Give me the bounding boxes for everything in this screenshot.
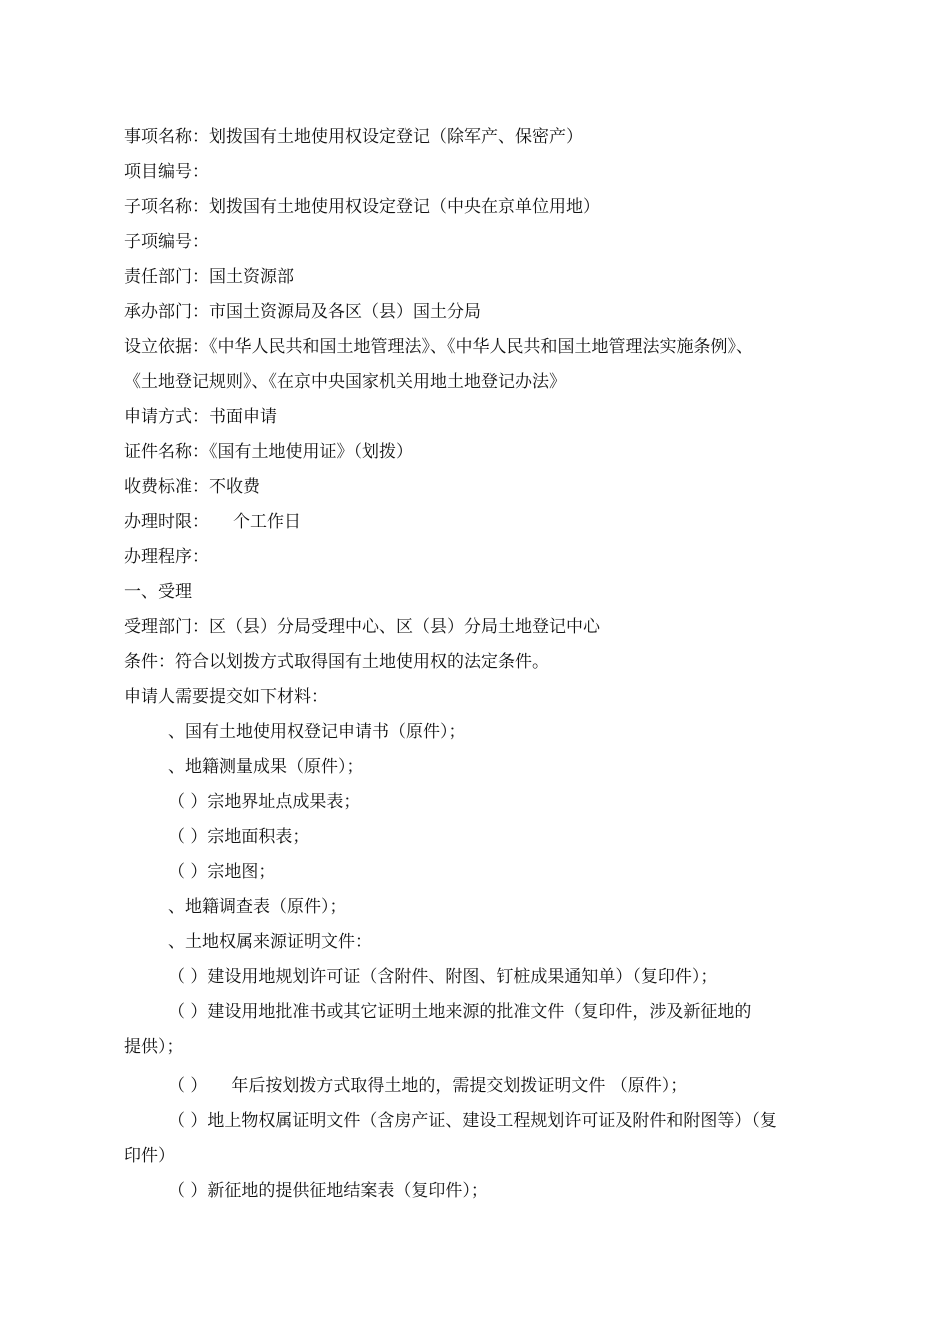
material-year-text: 年后按划拨方式取得土地的，需提交划拨证明文件 （原件）； bbox=[231, 1076, 688, 1096]
material-item: （ ）建设用地批准书或其它证明土地来源的批准文件（复印件，涉及新征地的 bbox=[168, 1002, 752, 1022]
materials-intro: 申请人需要提交如下材料： bbox=[124, 687, 328, 707]
time-limit bbox=[124, 511, 301, 533]
subitem-name: 子项名称：划拨国有土地使用权设定登记（中央在京单位用地） bbox=[124, 197, 600, 217]
material-item: 、地籍测量成果（原件）； bbox=[168, 757, 364, 777]
material-item: 、土地权属来源证明文件： bbox=[168, 932, 372, 952]
section-acceptance: 一、受理 bbox=[124, 582, 192, 602]
material-item: （ ）宗地图； bbox=[168, 862, 276, 882]
material-item: （ ）新征地的提供征地结案表（复印件）； bbox=[168, 1181, 488, 1201]
legal-basis-line-2: 《土地登记规则》、《在京中央国家机关用地土地登记办法》 bbox=[124, 372, 566, 392]
material-item: 、地籍调查表（原件）； bbox=[168, 897, 347, 917]
certificate-name: 证件名称：《国有土地使用证》（划拨） bbox=[124, 442, 413, 462]
material-year-prefix: （ ） bbox=[168, 1076, 208, 1096]
accepting-department: 受理部门：区（县）分局受理中心、区（县）分局土地登记中心 bbox=[124, 617, 600, 637]
time-limit-label: 办理时限： bbox=[124, 512, 209, 532]
material-item-continuation: 印件） bbox=[124, 1146, 175, 1166]
subitem-number: 子项编号： bbox=[124, 232, 209, 252]
material-item bbox=[168, 1075, 687, 1097]
application-method: 申请方式：书面申请 bbox=[124, 407, 277, 427]
material-item: 、国有土地使用权登记申请书（原件）； bbox=[168, 722, 466, 742]
material-item: （ ）宗地界址点成果表； bbox=[168, 792, 361, 812]
time-limit-value: 个工作日 bbox=[233, 512, 301, 532]
legal-basis-line-1: 设立依据：《中华人民共和国土地管理法》、《中华人民共和国土地管理法实施条例》、 bbox=[124, 337, 753, 357]
handling-department: 承办部门：市国土资源局及各区（县）国土分局 bbox=[124, 302, 481, 322]
item-name: 事项名称：划拨国有土地使用权设定登记（除军产、保密产） bbox=[124, 127, 583, 147]
material-item: （ ）地上物权属证明文件（含房产证、建设工程规划许可证及附件和附图等）（复 bbox=[168, 1111, 777, 1131]
responsible-department: 责任部门：国土资源部 bbox=[124, 267, 294, 287]
project-number: 项目编号： bbox=[124, 162, 209, 182]
procedure-heading: 办理程序： bbox=[124, 547, 209, 567]
material-item-continuation: 提供）； bbox=[124, 1037, 184, 1057]
material-item: （ ）建设用地规划许可证（含附件、附图、钉桩成果通知单）（复印件）； bbox=[168, 967, 718, 987]
fee-standard: 收费标准：不收费 bbox=[124, 477, 260, 497]
material-item: （ ）宗地面积表； bbox=[168, 827, 310, 847]
conditions: 条件：符合以划拨方式取得国有土地使用权的法定条件。 bbox=[124, 652, 549, 672]
